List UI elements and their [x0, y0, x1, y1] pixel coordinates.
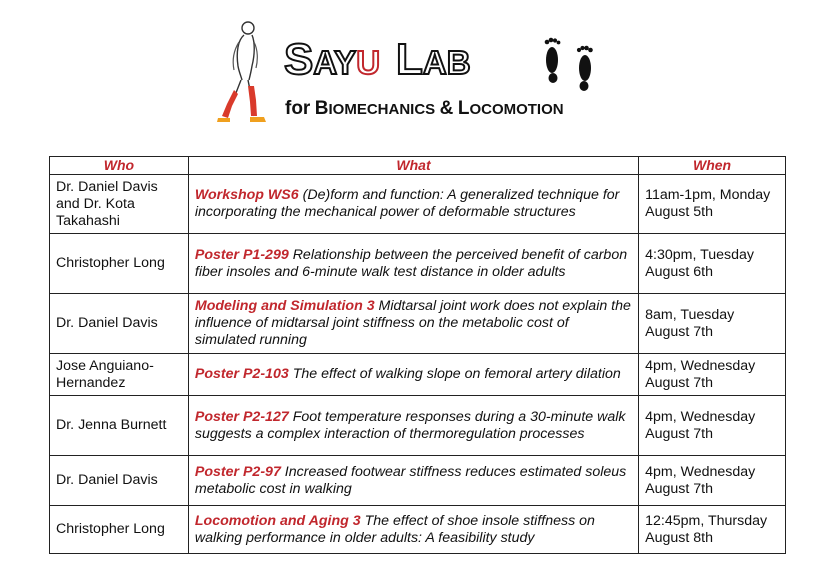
table-row	[50, 234, 786, 294]
subtitle-letter: L	[457, 98, 470, 119]
presenter-cell: Dr. Daniel Davis	[50, 294, 189, 354]
session-time: 12:45pm, Thursday	[645, 512, 768, 529]
presenter-cell: Christopher Long	[50, 234, 189, 294]
session-cell	[188, 234, 638, 294]
session-tag: Locomotion and Aging 3	[194, 512, 361, 529]
session-tag: Modeling and Simulation 3	[194, 298, 375, 314]
session-cell	[188, 396, 638, 456]
session-time: 4pm, Wednesday	[645, 408, 756, 425]
time-cell	[639, 354, 786, 396]
session-date: August 7th	[645, 425, 713, 442]
subtitle-ampersand: &	[439, 98, 454, 119]
column-header-who: Who	[50, 157, 189, 175]
session-tag: Poster P2-97	[194, 463, 281, 480]
time-cell	[639, 234, 786, 294]
session-tag: Workshop WS6	[194, 187, 299, 203]
session-cell	[188, 354, 638, 396]
session-title: Midtarsal joint work does not explain the influence of midtarsal joint stiffness on the metabolic cost of simulated running	[194, 298, 631, 348]
subtitle-for: for	[285, 98, 311, 119]
session-time: 4pm, Wednesday	[645, 357, 756, 374]
session-title: The effect of shoe insole stiffness on walking performance in older adults: A feasibility study	[194, 512, 595, 546]
presenter-cell: Christopher Long	[50, 506, 189, 554]
time-cell	[639, 175, 786, 234]
table-row	[50, 456, 786, 506]
session-title: Foot temperature responses during a 30-minute walk suggests a complex interaction of thermoregulation processes	[194, 408, 626, 442]
time-cell	[639, 506, 786, 554]
column-header-what: What	[188, 157, 638, 175]
title-letters: AY	[313, 44, 357, 81]
subtitle-letters: OCOMOTION	[469, 101, 564, 118]
time-cell	[639, 396, 786, 456]
lab-header	[0, 0, 828, 150]
table-row	[50, 396, 786, 456]
session-date: August 7th	[645, 323, 713, 340]
table-header-row	[50, 157, 786, 175]
lab-title	[284, 34, 471, 86]
presenter-cell: Dr. Jenna Burnett	[50, 396, 189, 456]
time-cell	[639, 456, 786, 506]
schedule-table	[49, 156, 786, 554]
presenter-cell: Dr. Daniel Davis	[50, 456, 189, 506]
footprints-icon	[538, 36, 602, 92]
subtitle-letter: B	[314, 98, 329, 119]
subtitle-letters: IOMECHANICS	[328, 101, 436, 118]
session-cell	[188, 506, 638, 554]
walking-figure-icon	[214, 20, 272, 126]
session-tag: Poster P2-103	[194, 366, 289, 382]
session-time: 11am-1pm, Monday	[645, 187, 771, 203]
session-title: The effect of walking slope on femoral artery dilation	[292, 366, 621, 382]
session-cell	[188, 456, 638, 506]
session-date: August 8th	[645, 529, 713, 546]
session-title: Relationship between the perceived benefit of carbon fiber insoles and 6-minute walk test distance in older adults	[194, 246, 628, 280]
table-row	[50, 506, 786, 554]
session-tag: Poster P2-127	[194, 408, 289, 425]
title-letter: L	[396, 35, 423, 84]
table-row	[50, 175, 786, 234]
presenter-cell: Jose Anguiano-Hernandez	[50, 354, 189, 396]
title-letters: AB	[422, 44, 471, 81]
session-date: August 7th	[645, 374, 713, 391]
session-cell	[188, 294, 638, 354]
session-title: Increased footwear stiffness reduces estimated soleus metabolic cost in walking	[194, 463, 627, 497]
column-header-when: When	[639, 157, 786, 175]
session-time: 8am, Tuesday	[645, 306, 735, 323]
session-date: August 5th	[645, 204, 713, 220]
session-title: (De)form and function: A generalized technique for incorporating the mechanical power of deformable structures	[194, 187, 620, 220]
table-row	[50, 354, 786, 396]
session-date: August 6th	[645, 263, 713, 280]
time-cell	[639, 294, 786, 354]
title-letters-accent: U	[356, 44, 381, 81]
session-cell	[188, 175, 638, 234]
session-time: 4:30pm, Tuesday	[645, 246, 754, 263]
table-row	[50, 294, 786, 354]
lab-subtitle	[285, 98, 564, 120]
session-date: August 7th	[645, 480, 713, 497]
session-time: 4pm, Wednesday	[645, 463, 756, 480]
session-tag: Poster P1-299	[194, 246, 289, 263]
presenter-cell: Dr. Daniel Davis and Dr. Kota Takahashi	[50, 175, 189, 234]
title-letter: S	[284, 35, 314, 84]
